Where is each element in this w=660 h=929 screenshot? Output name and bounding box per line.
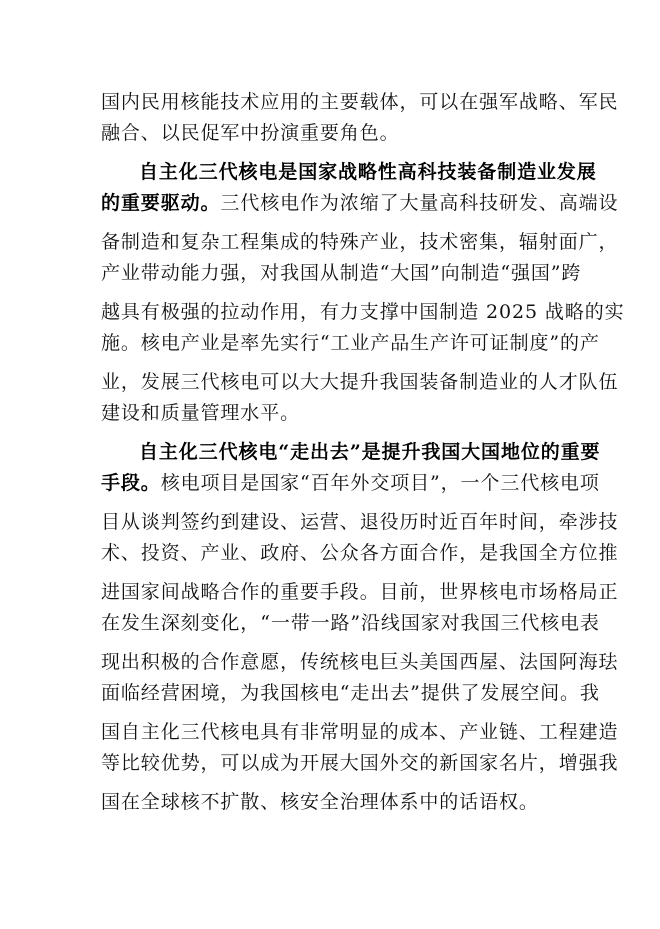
- text-run: 融合、以民促军中扮演重要角色。: [101, 122, 400, 144]
- bold-heading-run: 手段。: [101, 472, 161, 494]
- text-run: 核电项目是国家“百年外交项目”，一个三代核电项: [160, 472, 600, 494]
- paragraph-3-line-7: [101, 647, 619, 677]
- text-run: 建设和质量管理水平。: [101, 402, 301, 424]
- bold-heading-run: 自主化三代核电是国家战略性高科技装备制造业发展: [139, 161, 597, 183]
- paragraph-2-line-1: [139, 157, 597, 187]
- text-run: 业，发展三代核电可以大大提升我国装备制造业的人才队伍: [101, 371, 619, 393]
- text-run: 国内民用核能技术应用的主要载体，可以在强军战略、军民: [101, 91, 619, 113]
- paragraph-2-line-5: [101, 297, 625, 327]
- bold-heading-run: 自主化三代核电“走出去”是提升我国大国地位的重要: [139, 441, 601, 463]
- paragraph-2-line-3: [101, 227, 619, 257]
- paragraph-3-line-3: [101, 507, 619, 537]
- text-run: 产业带动能力强，对我国从制造“大国”向制造“强国”跨: [101, 262, 582, 284]
- bold-heading-run: 的重要驱动。: [101, 192, 221, 214]
- text-run: 面临经营困境，为我国核电“走出去”提供了发展空间。我: [101, 682, 600, 704]
- text-run: 进国家间战略合作的重要手段。目前，世界核电市场格局正: [101, 581, 619, 603]
- text-run: 现出积极的合作意愿，传统核电巨头美国西屋、法国阿海珐: [101, 651, 619, 673]
- paragraph-2-line-8: [101, 398, 561, 428]
- paragraph-1-line-1: [101, 87, 619, 117]
- text-run: 施。核电产业是率先实行“工业产品生产许可证制度”的产: [101, 332, 600, 354]
- paragraph-2-line-6: [101, 328, 600, 358]
- paragraph-2-line-2: [101, 188, 619, 218]
- paragraph-3-line-9: [101, 717, 619, 747]
- text-run: 国在全球核不扩散、核安全治理体系中的话语权。: [101, 791, 539, 813]
- paragraph-3-line-5: [101, 577, 619, 607]
- text-run: 术、投资、产业、政府、公众各方面合作，是我国全方位推: [101, 542, 619, 564]
- paragraph-2-line-7: [101, 367, 619, 397]
- text-run: 备制造和复杂工程集成的特殊产业，技术密集，辐射面广，: [101, 231, 619, 253]
- paragraph-3-line-6: [101, 608, 600, 638]
- paragraph-3-line-2: [101, 468, 600, 498]
- text-run: 等比较优势，可以成为开展大国外交的新国家名片，增强我: [101, 752, 619, 774]
- paragraph-3-line-8: [101, 678, 600, 708]
- paragraph-3-line-4: [101, 538, 619, 568]
- text-run: 在发生深刻变化，“一带一路”沿线国家对我国三代核电表: [101, 612, 600, 634]
- paragraph-3-line-11: [101, 787, 561, 817]
- paragraph-3-line-10: [101, 748, 619, 778]
- paragraph-1-line-2: [101, 118, 561, 148]
- text-run: 国自主化三代核电具有非常明显的成本、产业链、工程建造: [101, 721, 619, 743]
- paragraph-2-line-4: [101, 258, 582, 288]
- text-run: 越具有极强的拉动作用，有力支撑中国制造 2025 战略的实: [101, 301, 625, 323]
- text-run: 三代核电作为浓缩了大量高科技研发、高端设: [220, 192, 619, 214]
- paragraph-3-line-1: [139, 437, 601, 467]
- text-run: 目从谈判签约到建设、运营、退役历时近百年时间，牵涉技: [101, 511, 619, 533]
